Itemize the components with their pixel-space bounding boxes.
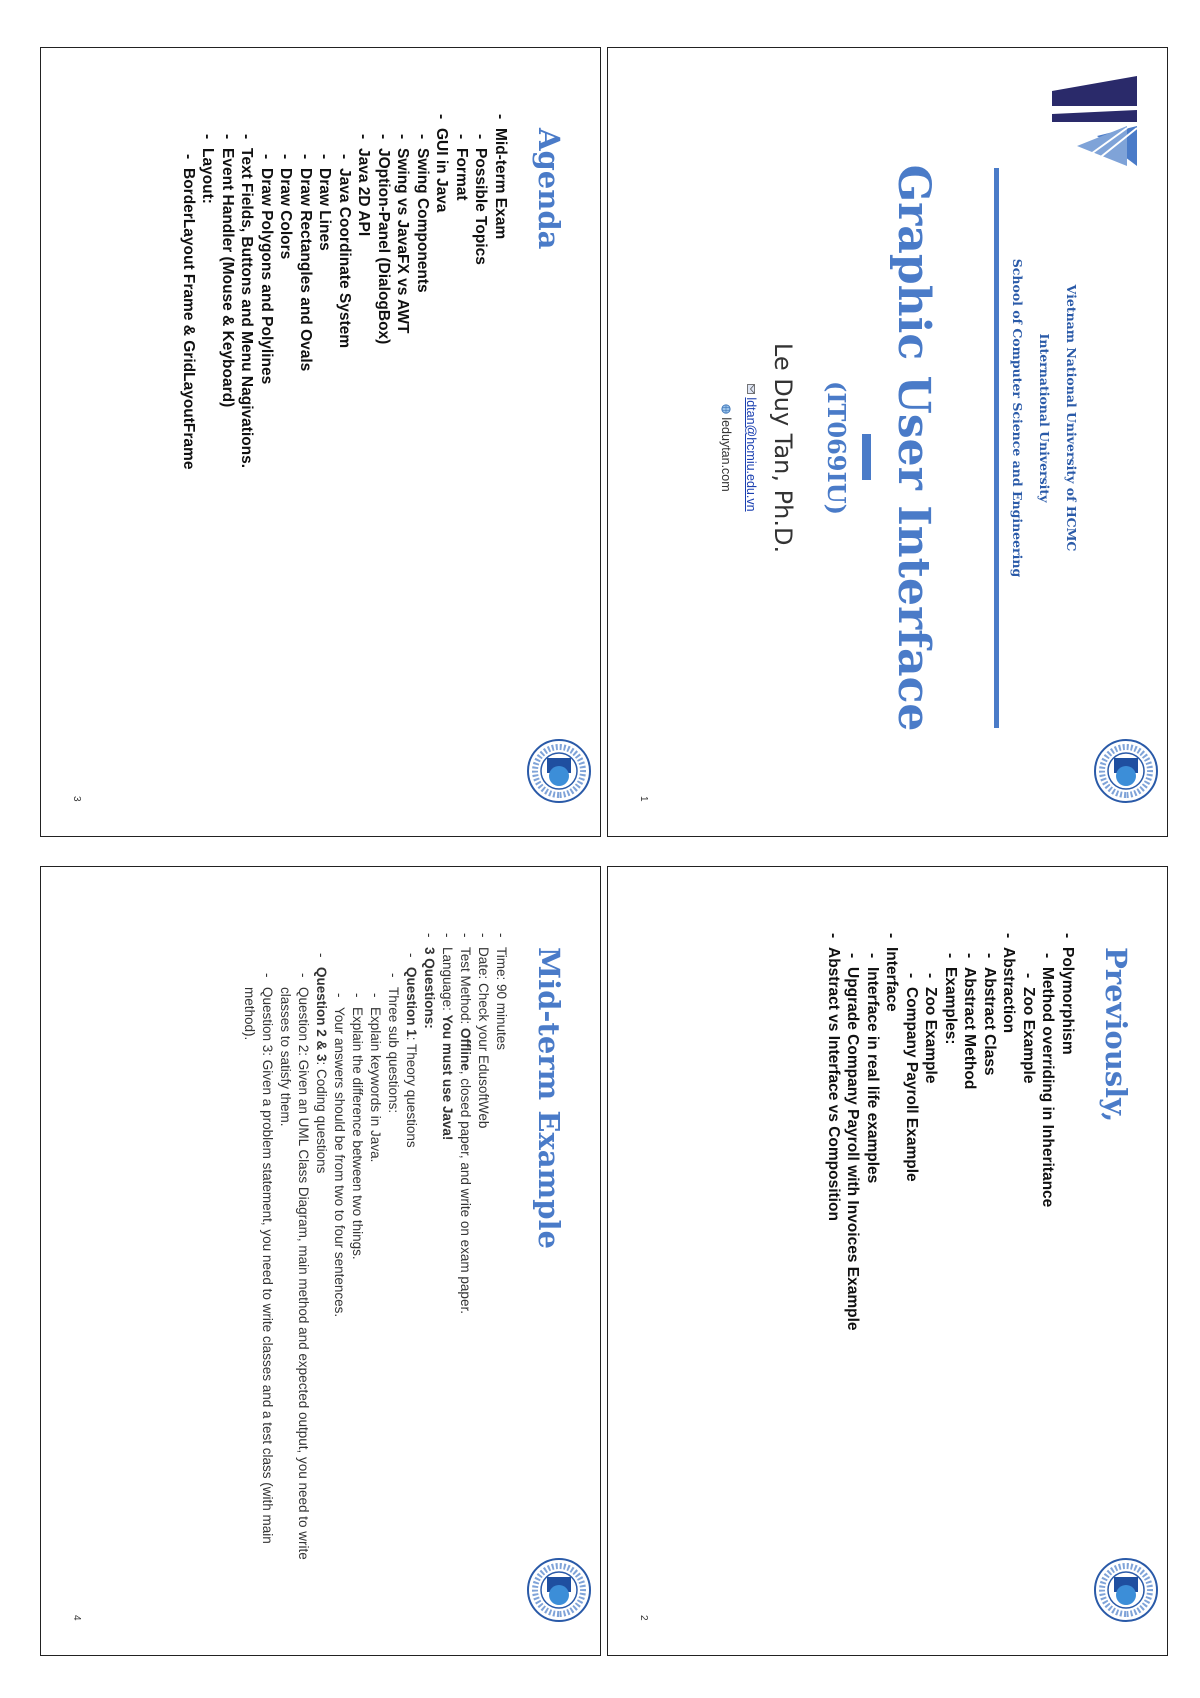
slide-title: Agenda (532, 128, 566, 250)
header-line: International University (1037, 333, 1052, 503)
bullet-item (980, 947, 1000, 1567)
bullet-text: Event Handler (Mouse & Keyboard) (219, 148, 236, 408)
bullet-item (179, 128, 199, 748)
bullet-text: Format (453, 148, 470, 201)
bullet-item (1019, 947, 1039, 1567)
bullet-item (296, 128, 316, 748)
bullet-item (474, 947, 492, 1567)
bullet-text: Abstract Class (981, 967, 998, 1076)
university-logo-icon (1047, 66, 1157, 176)
bullet-text: Abstract vs Interface vs Composition (825, 947, 842, 1221)
slide-title: Mid-term Example (532, 947, 566, 1249)
bullet-item (863, 947, 883, 1567)
bullet-item (218, 128, 238, 748)
bullet-item (312, 947, 330, 1567)
bullet-text: Question 3: Given a problem statement, you need to write classes and a test class (with main method). (242, 987, 275, 1544)
bullet-text: Draw Lines (316, 168, 334, 251)
bullet-item (960, 947, 980, 1567)
bullet-text: Swing Components (414, 148, 431, 293)
bullet-text: Polymorphism (1059, 947, 1076, 1055)
bullet-item (941, 947, 961, 1567)
bullet-text: Time: 90 minutes (494, 947, 509, 1051)
bullet-text: Company Payroll Example (903, 987, 920, 1182)
bullet-item (843, 947, 863, 1567)
institution-header (1004, 218, 1085, 618)
bullet-item (257, 128, 277, 748)
bullet-text: Explain keywords in Java. (368, 1007, 383, 1163)
bullet-item (824, 947, 844, 1567)
slide-title: Previously, (1099, 947, 1133, 1123)
bullet-text: Upgrade Company Payroll with Invoices Example (844, 967, 862, 1331)
bullet-text: Interface (883, 947, 901, 1012)
bullet-item (921, 947, 941, 1567)
bullet-item (354, 128, 374, 748)
bullet-item (240, 947, 276, 1567)
department-seal-icon (526, 738, 592, 804)
page-number: 3 (71, 796, 82, 802)
email-icon (746, 384, 756, 394)
bullet-item (413, 128, 433, 748)
bullet-text: Interface in real life examples (864, 967, 881, 1184)
header-line: School of Computer Science and Engineering (1010, 258, 1025, 578)
bullet-text: , closed paper, and write on exam paper. (458, 1070, 473, 1314)
bullet-item (1058, 947, 1078, 1567)
bullet-text: BorderLayout Frame & GridLayoutFrame (180, 168, 197, 470)
bullet-item (276, 947, 312, 1567)
bullet-item (452, 128, 472, 748)
bullet-list (179, 128, 511, 748)
slide-title: Graphic User Interface (888, 164, 939, 732)
bullet-text: Text Fields, Buttons and Menu Nagivations. (238, 148, 256, 469)
department-seal-icon (526, 1557, 592, 1623)
bullet-item (335, 128, 355, 748)
globe-icon (721, 404, 731, 414)
slide-1 (607, 47, 1168, 837)
bullet-item (393, 128, 413, 748)
email-link[interactable] (744, 148, 758, 748)
bullet-text: Zoo Example (1020, 987, 1037, 1084)
bullet-text: Mid-term Exam (492, 128, 509, 240)
bullet-text: Swing vs JavaFX vs AWT (394, 148, 412, 334)
bullet-text: Your answers should be from two to four sentences. (332, 1007, 347, 1318)
bullet-text: Possible Topics (472, 148, 490, 265)
bullet-text: Three sub questions: (386, 987, 401, 1114)
header-line: Vietnam National University of HCMC (1064, 284, 1079, 552)
bullet-item (420, 947, 438, 1567)
website-text: leduytan.com (719, 417, 733, 492)
slide-4 (40, 866, 601, 1656)
bullet-item (902, 947, 922, 1567)
bullet-item (198, 128, 218, 748)
bullet-item (999, 947, 1019, 1567)
slide-3 (40, 47, 601, 837)
website-link[interactable] (719, 148, 733, 748)
email-text: ldtan@hcmiu.edu.vn (744, 397, 758, 512)
bullet-item (882, 947, 902, 1567)
bullet-text: Zoo Example (922, 987, 940, 1084)
bullet-list (824, 947, 1078, 1567)
bullet-item (402, 947, 420, 1567)
bullet-emphasis: Question 1 (404, 967, 419, 1037)
department-seal-icon (1093, 738, 1159, 804)
page-number: 4 (71, 1615, 82, 1621)
bullet-item (315, 128, 335, 748)
bullet-text: Draw Polygons and Polylines (258, 168, 275, 385)
bullet-emphasis: 3 Questions: (422, 947, 437, 1029)
bullet-text: Draw Rectangles and Ovals (297, 168, 314, 372)
bullet-text: JOption-Panel (DialogBox) (375, 148, 392, 345)
bullet-emphasis: Question 2 & 3 (314, 967, 329, 1062)
bullet-text: Abstract Method (961, 967, 979, 1090)
bullet-emphasis: You must use Java! (440, 1014, 455, 1141)
page-number: 1 (638, 796, 649, 802)
bullet-text: Java 2D API (355, 148, 373, 237)
bullet-item (374, 128, 394, 748)
bullet-item (1038, 947, 1058, 1567)
bullet-text: Draw Colors (277, 168, 295, 260)
bullet-text: GUI in Java (433, 128, 451, 213)
bullet-text: : Theory questions (404, 1036, 419, 1148)
bullet-label: Language: (440, 947, 455, 1015)
bullet-item (456, 947, 474, 1567)
bullet-item (384, 947, 402, 1567)
bullet-text: Java Coordinate System (336, 168, 353, 349)
bullet-item (330, 947, 348, 1567)
bullet-label: Test Method: (458, 947, 473, 1029)
slide-2 (607, 866, 1168, 1656)
author-name: Le Duy Tan, Ph.D. (769, 342, 797, 554)
bullet-item (438, 947, 456, 1567)
bullet-text: Examples: (942, 967, 959, 1045)
bullet-text: Date: Check your EdusoftWeb (476, 947, 491, 1129)
bullet-item (432, 128, 452, 748)
bullet-text: Method overriding in Inheritance (1039, 967, 1057, 1208)
bullet-item (491, 128, 511, 748)
bullet-text: Explain the difference between two things. (350, 1007, 365, 1260)
bullet-item (366, 947, 384, 1567)
title-divider (994, 168, 999, 728)
bullet-item (492, 947, 510, 1567)
department-seal-icon (1093, 1557, 1159, 1623)
page-number: 2 (638, 1615, 649, 1621)
bullet-text: Layout: (199, 148, 217, 204)
bullet-item (348, 947, 366, 1567)
bullet-emphasis: Offline (458, 1028, 473, 1071)
bullet-item (237, 128, 257, 748)
bullet-item (276, 128, 296, 748)
accent-bar (862, 434, 871, 480)
bullet-text: Question 2: Given an UML Class Diagram, main method and expected output, you need to write classes to satisfy them. (278, 987, 311, 1560)
bullet-item (471, 128, 491, 748)
bullet-list (240, 947, 510, 1567)
course-code: (IT069IU) (822, 380, 851, 516)
bullet-text: : Coding questions (314, 1061, 329, 1174)
bullet-text: Abstraction (1000, 947, 1018, 1034)
